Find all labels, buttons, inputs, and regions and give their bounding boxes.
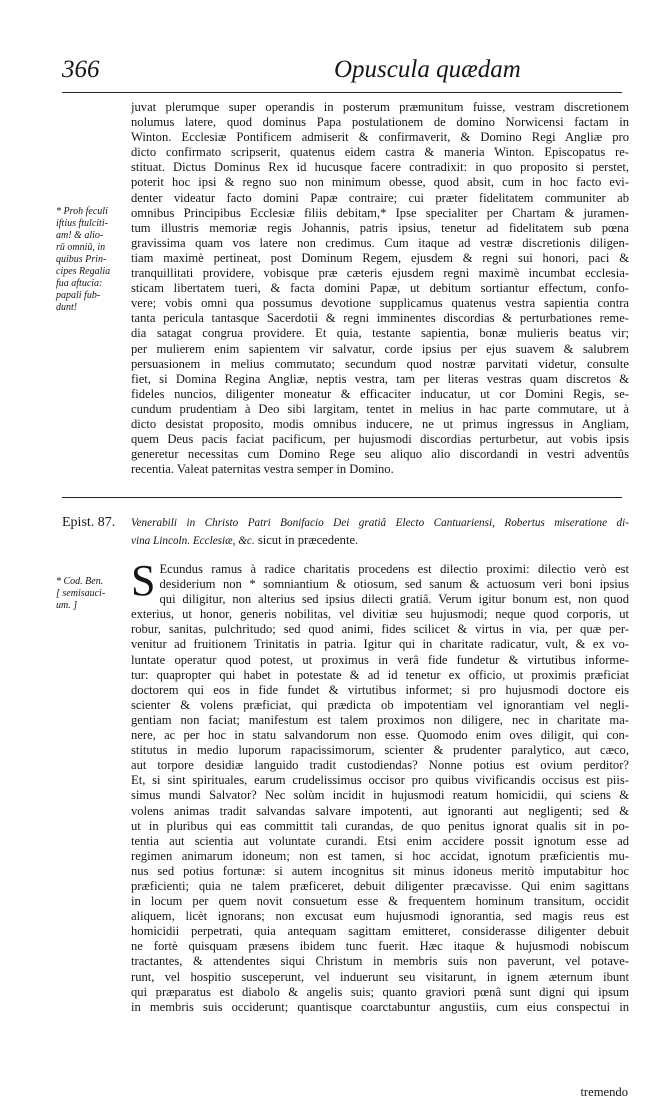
address-line-1: Venerabili in Christo Patri Bonifacio Dei gratiâ Electo Cantuariensi, Robertus miseratione di- <box>131 517 629 529</box>
margin-note-1 <box>56 206 110 314</box>
text-line: tentia aut scientia aut voluntate curandi. Etsi enim accidere possit ignotum esse ad <box>131 833 629 848</box>
text-line: nus sed potius fortunæ: si autem incognitus sit minus idoneus meritò imputabitur hoc <box>131 863 629 878</box>
text-line: iftius ftulciti- <box>56 218 108 229</box>
running-title: Opuscula quædam <box>334 56 521 83</box>
text-line: qui præparatus est diabolo & angelis suis; quanto graviori pœnâ sunt digni qui ipsum <box>131 984 629 999</box>
text-line: quibus Prin- <box>56 254 107 265</box>
section-rule <box>62 497 622 498</box>
text-line: volens animas tradit salvandas salvare impotenti, aut ignoranti aut negligenti; sed & <box>131 803 629 818</box>
text-line: * Cod. Ben. <box>56 576 104 587</box>
text-line: papali fub- <box>56 290 101 301</box>
text-line: Winton. Ecclesiæ Pontificem admiserit & confirmaverit, & Domino Regi Angliæ pro <box>131 130 629 145</box>
text-line: Ecundus ramus à radice charitatis procedens est dilectio proximi: dilectio verò est <box>159 562 629 576</box>
text-line: vere; vobis omni qua possumus devotione supplicamus quatenus vestra sapientia contra <box>131 296 629 311</box>
address-line-2: vina Lincoln. Ecclesiæ, &c. sicut in præcedente. <box>131 533 359 547</box>
text-line: tum illustris memoriæ regis Johannis, patris ipsius, tenetur ad fidelitatem sub pœna <box>131 220 629 235</box>
text-line: um. ] <box>56 600 78 611</box>
text-line: luntate operatur quod potest, ut proximus in verâ fide fundetur & virtutibus informe- <box>131 652 629 667</box>
text-line: dia satagat congrua providere. Et quia, testante sapientia, bonæ mulieris beatus vir; <box>131 326 629 341</box>
text-line: scienter & volens præficiat, qui prædicta ob impotentiam vel ignorantiam vel negli- <box>131 697 629 712</box>
text-line: poterit hoc ipsi & regno suo non minimum obesse, quod absit, cum in hoc facto evi- <box>131 175 629 190</box>
text-line: tur: quapropter qui habet in potestate & ad id tenetur ex officio, ut proximis præficiat <box>131 667 629 682</box>
text-line: homicidii perpetrati, quia antequam sagittam emitteret, considerasse diligenter debuit <box>131 924 629 939</box>
text-line: desiderium non * somniantium & otiosum, sed sanum & actuosum veri boni ipsius <box>159 577 629 592</box>
text-line: fua aftucia: <box>56 278 103 289</box>
letter-address <box>131 515 629 549</box>
text-line: dicto confirmato scripserit, quatenus eidem castra & maneria Winton. Episcopatus re- <box>131 145 629 160</box>
text-line: generetur necessitas cum Domino Rege seu aliquo alio discordandi in vestri adventûs <box>131 447 629 462</box>
text-line: quem Deus pacis faciat pacificum, per hujusmodi discordias perturbetur, aut vobis ipsis <box>131 432 629 447</box>
drop-cap: S <box>131 556 156 605</box>
text-line: in membris suis occiderunt; quantisque coarctabuntur angustiis, cum eius conspectui in <box>131 999 629 1014</box>
text-line: robur, sanitas, pulchritudo; sed quod animi, fides scilicet & virtus in via, per quæ per- <box>131 622 629 637</box>
text-line: doctorem qui eos in fide fundet & virtutibus informet; si pro hujusmodi doctore eis <box>131 682 629 697</box>
page-header <box>62 56 622 90</box>
text-line: runt, vel hospitio susceperunt, vel induerunt seu visitarunt, in ignem æternum ibunt <box>131 969 629 984</box>
text-line: nolumus latere, quod dominus Papa postulationem de domino Norwicensi factam in <box>131 115 629 130</box>
text-line: fideles nuncios, diligenter moneatur & efficaciter inducatur, ut cor Domini Regis, se- <box>131 386 629 401</box>
text-line: tranquillitati providere, vobisque præ cæteris ejusdem regni maximè incumbat ecclesia- <box>131 266 629 281</box>
text-line: recentia. Valeat paternitas vestra semper in Domino. <box>131 462 394 477</box>
text-line: gravissima quam vos latere non credimus. Cum itaque ad vestræ discretionis diligen- <box>131 235 629 250</box>
text-line: juvat plerumque super operandis in posterum præmunitum fuisse, vestram discretionem <box>131 100 629 114</box>
text-line: cipes Regalia <box>56 266 111 277</box>
text-line: Et, si sint spirituales, earum crudelissimus occisor pro quibus vivificandis occisus est piis- <box>131 773 629 788</box>
text-line: tanta pericula tantasque Sacerdotii & regni imminentes discordias & perturbationes reme- <box>131 311 629 326</box>
text-line: am! & alio- <box>56 230 104 241</box>
header-rule <box>62 92 622 93</box>
letter-86-text <box>131 100 629 477</box>
text-line: exterius, ut honor, generis nobilitas, vel divitiæ seu hujusmodi; neque quod corporis, ut <box>131 607 629 622</box>
text-line: dicto desistat proposito, modis omnibus inducere, ne ut primus ingressus in Angliam, <box>131 416 629 431</box>
margin-note-2 <box>56 576 105 612</box>
text-line: nere, ac per hoc in statu salvandorum non esse. Quomodo enim oves diligit, qui con- <box>131 728 629 743</box>
text-line: ut in pluribus qui eas committit tali curandas, de quo penitus ignorat qualis sit in po- <box>131 818 629 833</box>
text-line: sticam libertatem tueri, & facta domini Papæ, ut debitum sortiantur effectum, confo- <box>131 281 629 296</box>
text-line: venitur ad fruitionem Trinitatis in patria. Igitur qui in charitate radicatur, vult, & ex vo- <box>131 637 629 652</box>
catchword: tremendo <box>580 1085 628 1099</box>
text-line: dunt! <box>56 302 78 313</box>
text-line: gentiam non faciat; manifestum est talem proximos non diligere, nec in charitate ma- <box>131 712 629 727</box>
text-line: cundum prudentiam à Deo sibi largitam, tentet in melius in hac parte commutare, ut à <box>131 401 629 416</box>
text-line: fiet, si Domina Regina Angliæ, neptis vestra, tam per literas vestras quam discretos & <box>131 371 629 386</box>
text-line: præficienti; quia ne talem præficeret, debuit diligenter præcavisse. Qui enim sagittans <box>131 878 629 893</box>
text-line: persuasionem in melius commutato; secundum quod nostræ parvitati videtur, consulte <box>131 356 629 371</box>
text-line: qui diligitur, non alterius sed ipsius dilecti gratiâ. Verum igitur bonum est, non quod <box>159 592 629 607</box>
text-line: stituat. Dictus Dominus Rex id hucusque facere contradixit: in quo proposito si perstet, <box>131 160 629 175</box>
epistle-label: Epist. 87. <box>62 515 116 530</box>
text-line: aut torpore desidiæ languido tradit custodiendas? Nonne potius est ovium perditor? <box>131 758 629 773</box>
text-line: [ semisauci- <box>56 588 106 599</box>
text-line: * Proh feculi <box>56 206 108 217</box>
text-line: tractantes, & attendentes siqui Christum in membris suis non paverunt, vel potave- <box>131 954 629 969</box>
text-line: simus mundi Salvator? Nec solùm incidit in hujusmodi reatum homicidii, qui sciens & <box>131 788 629 803</box>
text-line: denter videatur facto domini Papæ contraire; cui præter fidelitatem communiter ab <box>131 190 629 205</box>
text-line: rū omniū, in <box>56 242 106 253</box>
text-line: per mulierem enim sapientem vir salvatur, corde ipsius per ejus suavem & salubrem <box>131 341 629 356</box>
text-line: stitutus in medio luporum rapacissimorum, scienter & prudenter paralytico, aut cæco, <box>131 743 629 758</box>
text-line: in locum per quem novit consuetum esse & frequentem hominum transitum, occidit <box>131 894 629 909</box>
text-line: tiam maximè pertineat, post Dominum Regem, ejusdem & regni sui honori, paci & <box>131 250 629 265</box>
page-number: 366 <box>62 56 100 83</box>
text-line: regimen animarum idoneum; non est tamen, si hoc accidat, ignotum præficientis mu- <box>131 848 629 863</box>
text-line: ne fortè quisquam præsens ibidem tunc fuerit. Hæc itaque & hujusmodi nobiscum <box>131 939 629 954</box>
text-line: aliquem, licèt ignorans; non excusat eum hujusmodi ignorantia, sed magis reus est <box>131 909 629 924</box>
letter-87-text <box>131 556 629 1015</box>
text-line: omnibus Principibus Ecclesiæ filiis debitam,* Ipse specialiter per Chartam & juramen- <box>131 205 629 220</box>
